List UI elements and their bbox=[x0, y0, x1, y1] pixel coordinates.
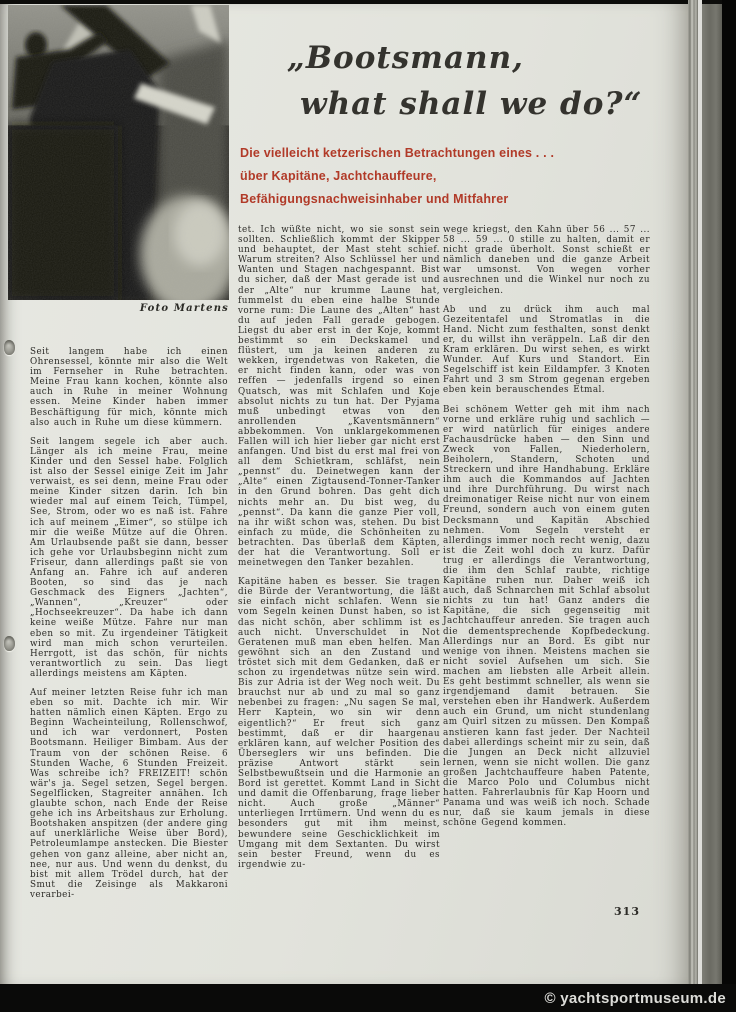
binder-hole-bottom bbox=[4, 636, 15, 651]
article-column-3 bbox=[443, 225, 650, 837]
boat-photo-image bbox=[8, 5, 229, 300]
page-number: 313 bbox=[614, 905, 640, 918]
scan-background-right bbox=[722, 0, 736, 1012]
article-paragraph: Seit langem habe ich einen Ohrensessel, könnte mir also die Welt im Fernseher in Ruhe betrachten. Meine Frau kann kochen, könnte also auch in Ruhe in meiner Wohnung essen. Meine Kinder haben immer Beschäftigung für mich, könnte mich also auch in Ruhe um diese kümmern. bbox=[30, 347, 228, 428]
page-edge-stack bbox=[688, 0, 698, 985]
photo-caption: Foto Martens bbox=[139, 303, 229, 314]
article-title-line2: what shall we do?“ bbox=[300, 86, 643, 122]
article-paragraph: Auf meiner letzten Reise fuhr ich man eben so mit. Dachte ich mir. Wir hatten nämlich einen Käpten. Ergo zu Beginn Wacheinteilung, Rollenschwof, und ich war verdonnert, Posten Bootsmann. Heiliger Bimbam. Aus der Traum von der schönen Reise. 6 Stunden Wache, 6 Stunden Freizeit. Was schreibe ich? FREIZEIT! schön wär's ja. Segel setzen, Segel bergen. Segelflicken, Stagreiter annähen. Ich glaubte schon, nach Ende der Reise gehe ich ins Arbeitshaus zur Erholung. Bootshaken anspitzen (der andere ging auf unerklärliche Weise über Bord), Petroleumlampe anstecken. Die Biester gehen von ganz alleine, aber nicht an, nee, nur aus. Und wenn du denkst, du bist mit allem Trödel durch, hat der Smut die Zeisinge als Makkaroni verarbei- bbox=[30, 688, 228, 900]
book-cover-edge bbox=[702, 4, 722, 985]
article-paragraph: wege kriegst, den Kahn über 56 ... 57 ... 58 ... 59 ... 0 stille zu halten, damit er nicht grade überholt. Sonst schießt er nämlich daneben und die ganze Arbeit war umsonst. Von wegen vorher ausrechnen und die Winkel nur noch zu vergleichen. bbox=[443, 225, 650, 296]
boat-photo bbox=[8, 5, 229, 300]
article-subtitle bbox=[240, 142, 660, 211]
article-paragraph: Bei schönem Wetter geh mit ihm nach vorne und erkläre ruhig und sachlich — er wird natürlich für einiges andere Fachausdrücke haben — den Sinn und Zweck von Fallen, Niederholern, Beiholern, Standern, Schoten und Streckern und ihre Handhabung. Erkläre ihm auch die Kommandos auf Jachten und ihre Durchführung. Du wirst nach dreimonatiger Reise nicht nur von einem Freund, sondern auch von einem guten Decksmann und Kapitän Abschied nehmen. Vom Segeln versteht er allerdings immer noch recht wenig, dazu ist die Zeit wohl doch zu kurz. Dafür trug er allerdings die Verantwortung, die ihm den Schlaf raubte, richtige Kapitäne ruhen nur. Daher weiß ich auch, daß Schnarchen mit Schlaf absolut nichts zu tun hat! Ganz anders die Kapitäne, die sich gegenseitig mit Jachtchauffeur anreden. Sie tragen auch die dementsprechende Kopfbedeckung. Allerdings nur an Bord. Es gibt nur wenige von ihnen. Meistens machen sie nicht soviel Aufsehen um sich. Sie machen am liebsten alle Arbeit allein. Es geht bestimmt schneller, als wenn sie irgendjemand damit betrauen. Sie verstehen eben ihr Handwerk. Außerdem auch ein Grund, um nicht stundenlang am Quirl sitzen zu müssen. Den Kompaß anstieren kann fast jeder. Der Nachteil dabei allerdings scheint mir zu sein, daß die Jungen an Deck nicht allzuviel lernen, wenn sie nicht wollen. Die ganz großen Jachtchauffeure haben Patente, die Marco Polo und Columbus nicht hatten. Fahrerlaubnis für Kap Hoorn und Panama und was weiß ich noch. Schade nur, daß sie kaum jemals in diese schöne Gegend kommen. bbox=[443, 404, 650, 829]
scan-top-edge bbox=[0, 0, 736, 4]
article-paragraph: Ab und zu drück ihm auch mal Gezeitentafel und Stromatlas in die Hand. Nicht zum festhalten, sonst denkt er, du willst ihn veräppeln. Laß dir den Kram erklären. Du wirst sehen, es wirkt Wunder. Auf Kurs und Standort. Ein Segelschiff ist kein Eildampfer. 3 Knoten Fahrt und 3 sm Strom gegenan ergeben eben kein berauschendes Etmal. bbox=[443, 304, 650, 396]
subtitle-line: über Kapitäne, Jachtchauffeure, bbox=[240, 169, 437, 183]
subtitle-line: Befähigungsnachweisinhaber und Mitfahrer bbox=[240, 192, 509, 206]
watermark-text: © yachtsportmuseum.de bbox=[544, 989, 726, 1007]
watermark-bar bbox=[0, 984, 736, 1012]
article-paragraph: Seit langem segele ich aber auch. Länger als ich meine Frau, meine Kinder und den Sessel habe. Folglich ist also der Sessel einige Zeit im Jahr verwaist, es sei denn, meine Frau oder meine Kinder sitzen darin. Ich bin wieder mal auf einem Teich, Tümpel, See, Strom, oder wo es naß ist. Fahre ich auf meinem „Eimer“, so stülpe ich mir die weiße Mütze auf die Ohren. Am Urlaubsende paßt sie dann, besser ich gehe vor Urlaubsbeginn nicht zum Friseur, dann allerdings paßt sie von Anfang an. Fahre ich auf anderen Booten, so sind das je nach Geschmack des Eigners „Jachten“, „Wannen“, „Kreuzer“ oder „Hochseekreuzer“. Da habe ich dann keine weiße Mütze. Fahre nur man eben so mit. Zu irgendeiner Tätigkeit wird man mich schon verurteilen. Herrgott, ist das schön, für nichts verantwortlich zu sein. Das liegt allerdings meistens am Käpten. bbox=[30, 436, 228, 679]
binder-hole-top bbox=[4, 340, 15, 355]
subtitle-line: Die vielleicht ketzerischen Betrachtungen eines . . . bbox=[240, 146, 555, 160]
article-paragraph: Kapitäne haben es besser. Sie tragen die Bürde der Verantwortung, die läßt sie einfach nicht schlafen. Wenn sie vom Segeln keinen Dunst haben, so ist das nicht schön, aber schlimm ist es auch nicht. Unverschuldet in Not Geratenen muß man eben helfen. Man gewöhnt sich an den Zustand und tröstet sich mit dem Gedanken, daß er schon zu irgendetwas nütze sein wird. Bis zur Adria ist der Weg noch weit. Du brauchst nur ab und zu mal so ganz nebenbei zu fragen: „Nu sagen Se mal, Herr Kaptein, wo sin wir denn eigentlich?“ Er freut sich ganz bestimmt, daß er dir haargenau erklären kann, auf welcher Position des Überseglers wir uns befinden. Die präzise Antwort stärkt sein Selbstbewußtsein und die Harmonie an Bord ist gerettet. Kommt Land in Sicht und damit die Offenbarung, frage lieber nicht. Auch große „Männer“ unterliegen Irrtümern. Und wenn du es besonders gut mit ihm meinst, bewundere seine Geschicklichkeit im Umgang mit dem Sextanten. Du wirst sein bester Freund, wenn du es irgendwie zu- bbox=[238, 577, 440, 870]
article-column-1 bbox=[30, 347, 228, 909]
article-title-line1: „Bootsmann, bbox=[287, 40, 524, 76]
article-column-2 bbox=[238, 225, 440, 879]
article-paragraph: tet. Ich wüßte nicht, wo sie sonst sein sollten. Schließlich kommt der Skipper und behauptet, der Mast steht schief. Warum streiten? Also Schlüssel her und Wanten und Stagen nachgespannt. Bist du sicher, daß der Mast gerade ist und der „Alte“ nur krumme Laune hat, fummelst du eben eine halbe Stunde vorne rum: Die Laune des „Alten“ hast du auf jeden Fall gerade gebogen. Liegst du aber erst in der Koje, kommt bestimmt so ein Deckskamel und flüstert, um ja keinen anderen zu wekken, irgendetwas von Raketen, die er nicht finden kann, oder was von reffen — jedenfalls irgend so einen Quatsch, was mit Schlafen und Koje absolut nichts zu tun hat. Der Pyjama muß unbedingt etwas von den anrollenden „Kaventsmännern“ abbekommen. Von unklargekommenen Fallen will ich hier lieber gar nicht erst anfangen. Und bist du erst mal frei von all dem Schietkram, schläfst, nein „pennst“ du. Deinetwegen kann der „Alte“ einen Zigtausend-Tonner-Tanker in den Grund bohren. Das geht dich nichts mehr an. Du bist weg, du „pennst“. Da kann die ganze Pier voll, na ihr wißt schon was, stehen. Du bist einfach zu müde, die Schönheiten zu betrachten. Das überlaß dem Käpten, der hat die Verantwortung. Soll er meinetwegen den Tanker bezahlen. bbox=[238, 225, 440, 569]
